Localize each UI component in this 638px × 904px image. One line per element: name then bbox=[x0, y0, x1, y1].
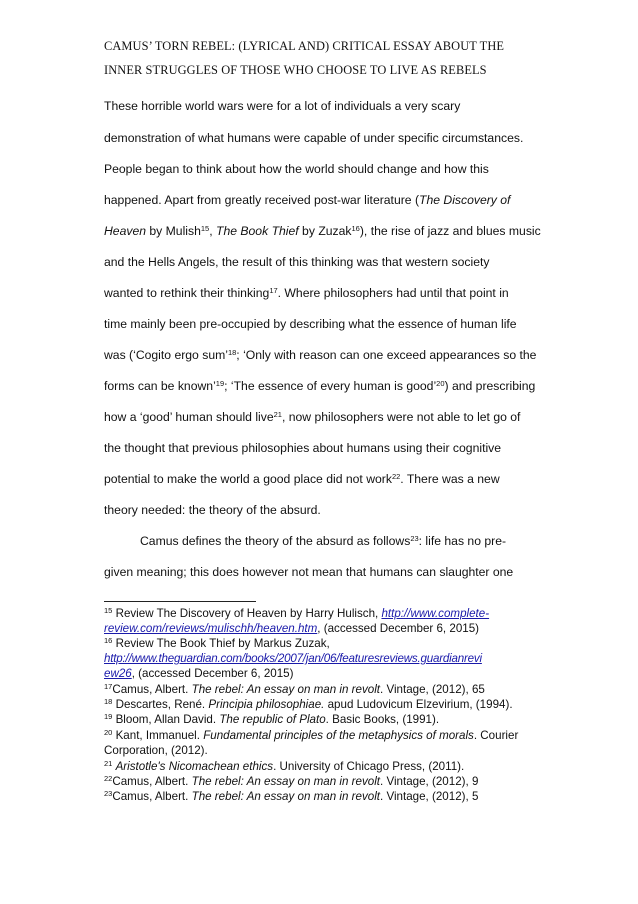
text: ; ‘Only with reason can one exceed appearances so the bbox=[236, 348, 537, 362]
body-line-11 bbox=[104, 409, 520, 425]
footnote-ref-18[interactable]: 18 bbox=[227, 348, 237, 357]
body-line-2 bbox=[104, 130, 523, 146]
text: Descartes, René. bbox=[112, 698, 209, 711]
footnote-ref-20[interactable]: 20 bbox=[436, 379, 445, 388]
footnote-link[interactable]: http://www.theguardian.com/books/2007/jan/06/featuresreviews.guardianrevi bbox=[104, 652, 482, 665]
text: . Vintage, (2012), 9 bbox=[380, 775, 479, 788]
citation-title: The rebel: An essay on man in revolt bbox=[191, 775, 380, 788]
title-line-2: INNER STRUGGLES OF THOSE WHO CHOOSE TO LIVE AS REBELS bbox=[104, 63, 487, 77]
title-line-1: CAMUS’ TORN REBEL: (LYRICAL AND) CRITICAL ESSAY ABOUT THE bbox=[104, 39, 505, 53]
text: Review The Discovery of Heaven by Harry Hulisch, bbox=[112, 607, 382, 620]
footnote-number: 16 bbox=[104, 636, 113, 645]
citation-title: The republic of Plato bbox=[219, 713, 326, 726]
footnote-ref-22[interactable]: 22 bbox=[391, 472, 401, 481]
footnote-16-link bbox=[104, 651, 540, 666]
text: . Basic Books, (1991). bbox=[325, 713, 440, 726]
text: ), the rise of jazz and blues music bbox=[359, 224, 541, 238]
footnote-ref-23[interactable]: 23 bbox=[410, 534, 419, 543]
footnote-16 bbox=[104, 636, 540, 651]
citation-title: Aristotle's Nicomachean ethics bbox=[115, 760, 274, 773]
book-title: The Book Thief bbox=[216, 224, 299, 238]
footnote-number: 23 bbox=[104, 789, 113, 798]
text: : life has no pre- bbox=[418, 534, 507, 548]
body-line-15 bbox=[140, 533, 506, 549]
footnote-number: 18 bbox=[104, 697, 113, 706]
book-title: The Discovery of bbox=[419, 193, 511, 207]
text: , now philosophers were not able to let go of bbox=[281, 410, 521, 424]
footnote-15-cont bbox=[104, 621, 540, 636]
text: by Mulish bbox=[146, 224, 201, 238]
footnote-20 bbox=[104, 728, 540, 743]
body-line-4 bbox=[104, 192, 510, 208]
footnote-ref-17[interactable]: 17 bbox=[269, 286, 278, 295]
footnote-23 bbox=[104, 789, 540, 804]
book-title: Heaven bbox=[104, 224, 147, 238]
body-line-1 bbox=[104, 98, 460, 114]
footnote-20-cont bbox=[104, 743, 540, 758]
text: . Vintage, (2012), 65 bbox=[380, 683, 485, 696]
text: time mainly been pre-occupied by describing what the essence of human life bbox=[104, 317, 517, 331]
citation-title: Fundamental principles of the metaphysics of morals bbox=[203, 729, 474, 742]
text: happened. Apart from greatly received post-war literature ( bbox=[104, 193, 419, 207]
body-line-7 bbox=[104, 285, 509, 301]
text: demonstration of what humans were capable of under specific circumstances. bbox=[104, 131, 524, 145]
body-line-13 bbox=[104, 471, 500, 487]
text: . University of Chicago Press, (2011). bbox=[273, 760, 465, 773]
text: how a ‘good’ human should live bbox=[104, 410, 274, 424]
text: apud Ludovicum Elzevirium, (1994). bbox=[324, 698, 513, 711]
footnote-22 bbox=[104, 774, 540, 789]
text: Camus, Albert. bbox=[112, 683, 192, 696]
footnote-link[interactable]: ew26 bbox=[104, 667, 132, 680]
text: Camus, Albert. bbox=[112, 790, 192, 803]
footnote-15 bbox=[104, 606, 540, 621]
footnote-18 bbox=[104, 697, 540, 712]
essay-title bbox=[104, 34, 544, 82]
text: given meaning; this does however not mean that humans can slaughter one bbox=[104, 565, 514, 579]
body-line-5 bbox=[104, 223, 541, 239]
body-line-16 bbox=[104, 564, 513, 580]
footnote-link[interactable]: http://www.complete- bbox=[381, 607, 490, 620]
text: . Courier bbox=[473, 729, 519, 742]
text: ; ‘The essence of every human is good’ bbox=[224, 379, 437, 393]
text: was (‘Cogito ergo sum’ bbox=[104, 348, 228, 362]
footnote-17 bbox=[104, 682, 540, 697]
text: theory needed: the theory of the absurd. bbox=[104, 503, 321, 517]
citation-title: The rebel: An essay on man in revolt bbox=[191, 683, 380, 696]
text: These horrible world wars were for a lot of individuals a very scary bbox=[104, 99, 461, 113]
footnote-number: 21 bbox=[104, 759, 113, 768]
text: Corporation, (2012). bbox=[104, 744, 208, 757]
text: . There was a new bbox=[400, 472, 500, 486]
footnote-number: 20 bbox=[104, 728, 113, 737]
body-line-9 bbox=[104, 347, 536, 363]
footnote-number: 22 bbox=[104, 774, 113, 783]
text: Bloom, Allan David. bbox=[112, 713, 220, 726]
footnote-ref-19[interactable]: 19 bbox=[215, 379, 225, 388]
text: . Where philosophers had until that point in bbox=[277, 286, 509, 300]
text: Review The Book Thief by Markus Zuzak, bbox=[112, 637, 330, 650]
footnote-16-cont bbox=[104, 666, 540, 681]
text: forms can be known’ bbox=[104, 379, 216, 393]
citation-title: Principia philosophiae. bbox=[208, 698, 325, 711]
text: Camus defines the theory of the absurd as follows bbox=[140, 534, 411, 548]
text: . Vintage, (2012), 5 bbox=[380, 790, 479, 803]
text: , (accessed December 6, 2015) bbox=[317, 622, 480, 635]
text: Kant, Immanuel. bbox=[112, 729, 204, 742]
text: wanted to rethink their thinking bbox=[104, 286, 270, 300]
text: the thought that previous philosophies about humans using their cognitive bbox=[104, 441, 502, 455]
footnote-separator bbox=[104, 601, 256, 602]
footnote-ref-16[interactable]: 16 bbox=[351, 224, 360, 233]
footnote-number: 19 bbox=[104, 712, 113, 721]
body-line-12 bbox=[104, 440, 501, 456]
body-line-3 bbox=[104, 161, 489, 177]
text: ) and prescribing bbox=[444, 379, 536, 393]
text: and the Hells Angels, the result of this thinking was that western society bbox=[104, 255, 490, 269]
body-line-8 bbox=[104, 316, 517, 332]
footnote-link[interactable]: review.com/reviews/mulischh/heaven.htm bbox=[104, 622, 318, 635]
text: , bbox=[209, 224, 217, 238]
text: People began to think about how the world should change and how this bbox=[104, 162, 489, 176]
body-line-10 bbox=[104, 378, 535, 394]
footnote-ref-21[interactable]: 21 bbox=[273, 410, 282, 419]
text: Camus, Albert. bbox=[112, 775, 192, 788]
footnote-21 bbox=[104, 759, 540, 774]
text: , (accessed December 6, 2015) bbox=[131, 667, 294, 680]
body-line-6 bbox=[104, 254, 489, 270]
body-line-14 bbox=[104, 502, 321, 518]
text: potential to make the world a good place did not work bbox=[104, 472, 392, 486]
text: by Zuzak bbox=[298, 224, 352, 238]
footnote-number: 17 bbox=[104, 682, 113, 691]
citation-title: The rebel: An essay on man in revolt bbox=[191, 790, 380, 803]
footnote-19 bbox=[104, 712, 540, 727]
footnote-number: 15 bbox=[104, 606, 113, 615]
footnote-ref-15[interactable]: 15 bbox=[200, 224, 210, 233]
